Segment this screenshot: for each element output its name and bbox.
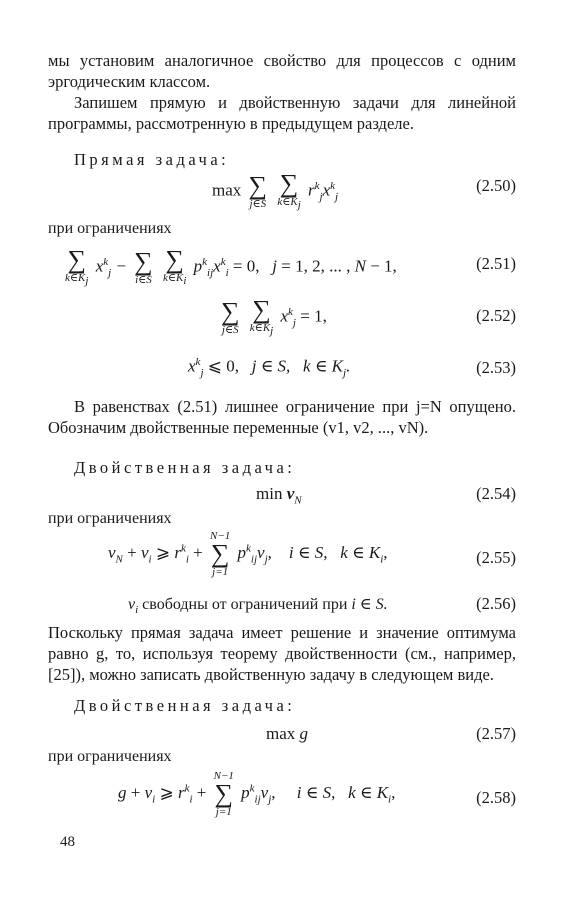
paragraph-duality: Поскольку прямая задача имеет решение и значение оптимума равно g, то, используя теорему двойственности (см., например, [25]), можно записать двойственную задачу в следующем виде. — [48, 623, 516, 684]
eq-number-2-58: (2.58) — [476, 788, 516, 807]
eq-number-2-55: (2.55) — [476, 548, 516, 567]
eq-number-2-57: (2.57) — [476, 724, 516, 743]
paragraph-remark: В равенствах (2.51) лишнее ограничение при j=N опущено. Обозначим двойственные переменные (v1, v2, ..., vN). — [48, 397, 516, 437]
equation-2-51: ∑ $k\in K_j$ $x^k_j$ − ∑ i∈S ∑ $k\in K_i$ $p^k_{ij}x^k_i = 0$, j = 1, 2, ... , N − 1, — [65, 245, 397, 288]
equation-2-52: ∑ j∈S ∑ $k\in K_j$ $x^k_j = 1$, — [221, 295, 327, 338]
page-number: 48 — [60, 834, 75, 850]
equation-2-55: $v_N + v_i$ ⩾ $r^k_i$ + N−1 ∑ j=1 $p^k_{ij}v_j$, i ∈ S, k ∈ $K_i$, — [108, 530, 388, 578]
paragraph-intro: мы установим аналогичное свойство для процессов с одним эргодическим классом. — [48, 51, 516, 91]
equation-2-57: max g — [266, 724, 309, 743]
equation-2-56: $v_i$ свободны от ограничений при i ∈ S. — [128, 596, 388, 617]
equation-2-58: $g + v_i$ ⩾ $r^k_i$ + N−1 ∑ j=1 $p^k_{ij}v_j$, i ∈ S, k ∈ $K_i$, — [118, 770, 396, 818]
eq-number-2-53: (2.53) — [476, 358, 516, 377]
eq-number-2-51: (2.51) — [476, 254, 516, 273]
constraints-label-3: при ограничениях — [48, 748, 172, 765]
equation-2-53: $x^k_j$ ⩽ 0, j ∈ S, k ∈ $K_j$. — [188, 356, 351, 380]
constraints-label-2: при ограничениях — [48, 510, 172, 527]
dual-heading-2: Двойственная задача: — [74, 696, 296, 715]
constraints-label: при ограничениях — [48, 220, 172, 237]
equation-2-50: max ∑ j∈S ∑ $k\in K_j$ $r^k_jx^k_j$ — [212, 169, 339, 212]
eq-number-2-54: (2.54) — [476, 484, 516, 503]
eq-number-2-50: (2.50) — [476, 176, 516, 195]
equation-2-54: $\min v_N$ — [256, 484, 302, 507]
free-text: свободны от ограничений при — [142, 596, 348, 613]
paragraph-primal-dual: Запишем прямую и двойственную задачи для линейной программы, рассмотренную в предыдущем разделе. — [48, 93, 516, 133]
primal-heading: Прямая задача: — [74, 150, 230, 169]
eq-number-2-52: (2.52) — [476, 306, 516, 325]
dual-heading-1: Двойственная задача: — [74, 458, 296, 477]
eq-number-2-56: (2.56) — [476, 594, 516, 613]
